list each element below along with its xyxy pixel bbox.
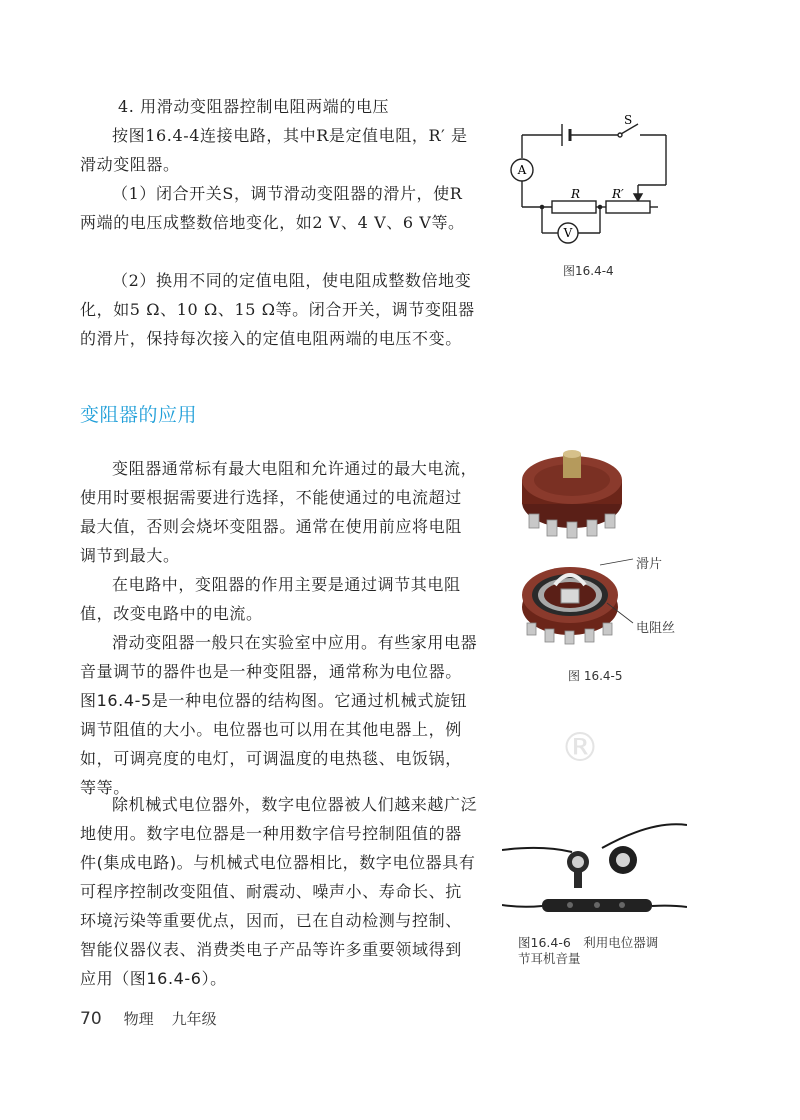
experiment-step-2: （2）换用不同的定值电阻，使电阻成整数倍地变化，如5 Ω、10 Ω、15 Ω等。闭合开关，调节变阻器的滑片，保持每次接入的定值电阻两端的电压不变。 [80,271,475,348]
label-slider: 滑片 [636,557,663,572]
paragraph-4: 除机械式电位器外，数字电位器被人们越来越广泛地使用。数字电位器是一种用数字信号控制阻值的器件(集成电路)。与机械式电位器相比，数字电位器具有可程序控制改变阻值、耐震动、噪声小、寿命长、抗环境污染等重要优点，因而，已在自动检测与控制、智能仪器仪表、消费类电子产品等许多重要领域得到应用（图16.4-6）。 [80,795,478,988]
watermark: ® [560,725,600,771]
earphone-caption-line-2: 节耳机音量 [518,951,581,966]
potentiometer-photo [515,440,630,550]
resistor-R [552,201,596,213]
potentiometer-caption: 图 16.4-5 [568,669,623,683]
potentiometer-structure [515,555,635,645]
section-heading: 变阻器的应用 [80,404,198,426]
slider-arrow [634,194,642,201]
rheostat-R-prime [606,201,650,213]
paragraph-3: 滑动变阻器一般只在实验室中应用。有些家用电器音量调节的器件也是一种变阻器，通常称为电位器。图16.4-5是一种电位器的结构图。它通过机械式旋钮调节阻值的大小。电位器也可以用在其他电器上，例如，可调亮度的电灯，可调温度的电热毯、电饭锅，等等。 [80,633,478,797]
rheostat-label: R′ [612,187,624,201]
voltmeter-label: V [563,226,573,240]
page-footer [80,1008,235,1029]
switch-label: S [624,113,633,127]
page-number: 70 [80,1009,102,1029]
ammeter-label: A [517,163,527,177]
experiment-intro: 按图16.4-4连接电路，其中R是定值电阻，R′ 是滑动变阻器。 [80,126,468,174]
earphone-photo [502,810,687,925]
earphone-caption-line-1: 图16.4-6 利用电位器调 [518,935,659,950]
footer-subject: 物理 [123,1010,154,1028]
paragraph-2: 在电路中，变阻器的作用主要是通过调节其电阻值，改变电路中的电流。 [80,575,461,623]
footer-grade: 九年级 [171,1010,217,1028]
label-resistance-wire: 电阻丝 [636,621,676,636]
experiment-step-1: （1）闭合开关S，调节滑动变阻器的滑片，使R两端的电压成整数倍地变化，如2 V、4 V、6 V等。 [80,184,465,232]
circuit-caption: 图16.4-4 [563,264,614,278]
circuit-diagram [500,110,690,255]
resistor-label: R [571,187,581,201]
junction-dot-left [540,205,545,210]
junction-dot-right [598,205,603,210]
experiment-title: 4. 用滑动变阻器控制电阻两端的电压 [118,97,390,116]
paragraph-1: 变阻器通常标有最大电阻和允许通过的最大电流，使用时要根据需要进行选择，不能使通过的电流超过最大值，否则会烧坏变阻器。通常在使用前应将电阻调节到最大。 [80,459,478,565]
